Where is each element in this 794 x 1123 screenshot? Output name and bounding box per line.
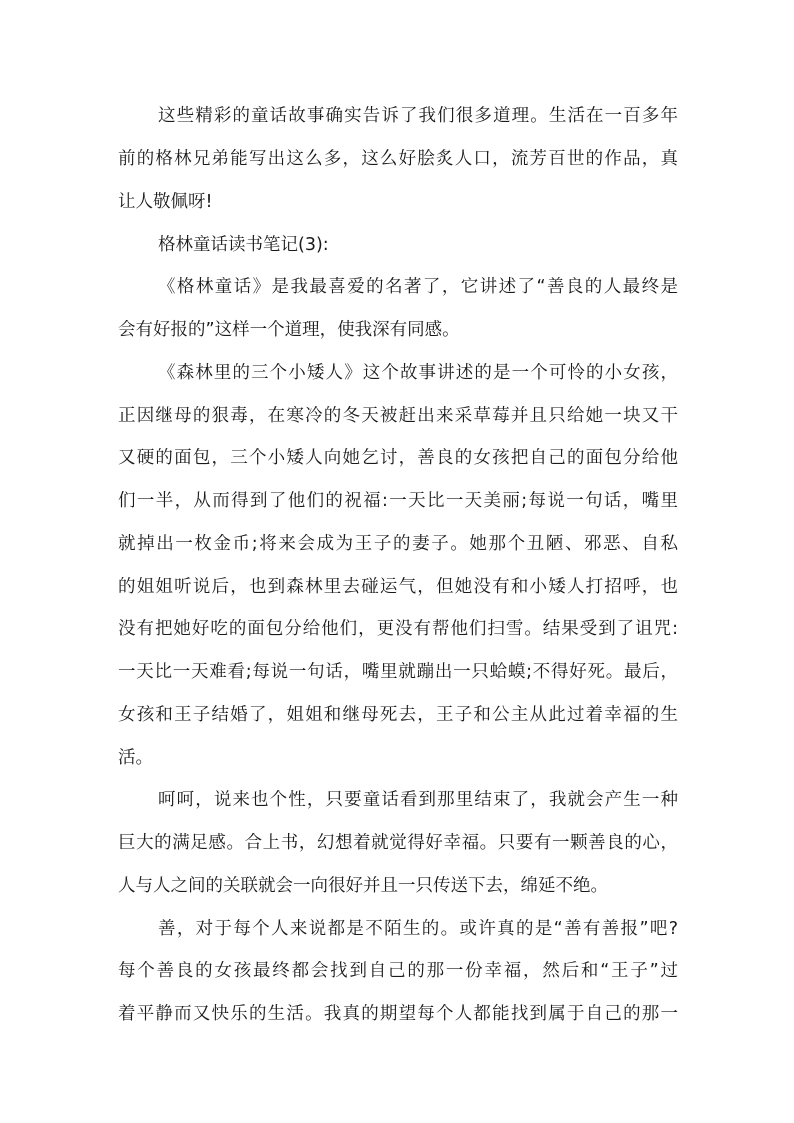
text-line: 正因继母的狠毒，在寒冷的冬天被赶出来采草莓并且只给她一块又干: [118, 406, 678, 426]
text-line: 着平静而又快乐的生活。我真的期望每个人都能找到属于自己的那一: [118, 1004, 678, 1024]
text-line: 前的格林兄弟能写出这么多，这么好脍炙人口，流芳百世的作品，真: [118, 149, 678, 169]
text-line: 人与人之间的关联就会一向很好并且一只传送下去，绵延不绝。: [118, 876, 608, 896]
text-line: 巨大的满足感。合上书，幻想着就觉得好幸福。只要有一颗善良的心，: [118, 833, 678, 853]
text-line: 们一半，从而得到了他们的祝福:一天比一天美丽;每说一句话，嘴里: [118, 491, 678, 511]
text-line: 的姐姐听说后，也到森林里去碰运气，但她没有和小矮人打招呼，也: [118, 577, 678, 597]
text-line: 《森林里的三个小矮人》这个故事讲述的是一个可怜的小女孩，: [158, 363, 678, 383]
text-line: 每个善良的女孩最终都会找到自己的那一份幸福，然后和“王子”过: [118, 961, 678, 981]
text-line: 就掉出一枚金币;将来会成为王子的妻子。她那个丑陋、邪恶、自私: [118, 534, 678, 554]
text-line: 没有把她好吃的面包分给他们，更没有帮他们扫雪。结果受到了诅咒:: [118, 619, 678, 639]
text-line: 让人敬佩呀!: [118, 192, 213, 212]
text-line: 《格林童话》是我最喜爱的名著了，它讲述了“善良的人最终是: [158, 277, 678, 297]
text-line: 呵呵，说来也个性，只要童话看到那里结束了，我就会产生一种: [158, 790, 678, 810]
section-heading: 格林童话读书笔记(3):: [158, 235, 329, 255]
text-line: 又硬的面包，三个小矮人向她乞讨，善良的女孩把自己的面包分给他: [118, 448, 678, 468]
text-line: 善，对于每个人来说都是不陌生的。或许真的是“善有善报”吧?: [158, 919, 678, 939]
text-line: 活。: [118, 748, 153, 768]
text-line: 会有好报的”这样一个道理，使我深有同感。: [118, 320, 460, 340]
text-line: 女孩和王子结婚了，姐姐和继母死去，王子和公主从此过着幸福的生: [118, 705, 678, 725]
text-line: 一天比一天难看;每说一句话，嘴里就蹦出一只蛤蟆;不得好死。最后，: [118, 662, 678, 682]
text-line: 这些精彩的童话故事确实告诉了我们很多道理。生活在一百多年: [158, 106, 678, 126]
